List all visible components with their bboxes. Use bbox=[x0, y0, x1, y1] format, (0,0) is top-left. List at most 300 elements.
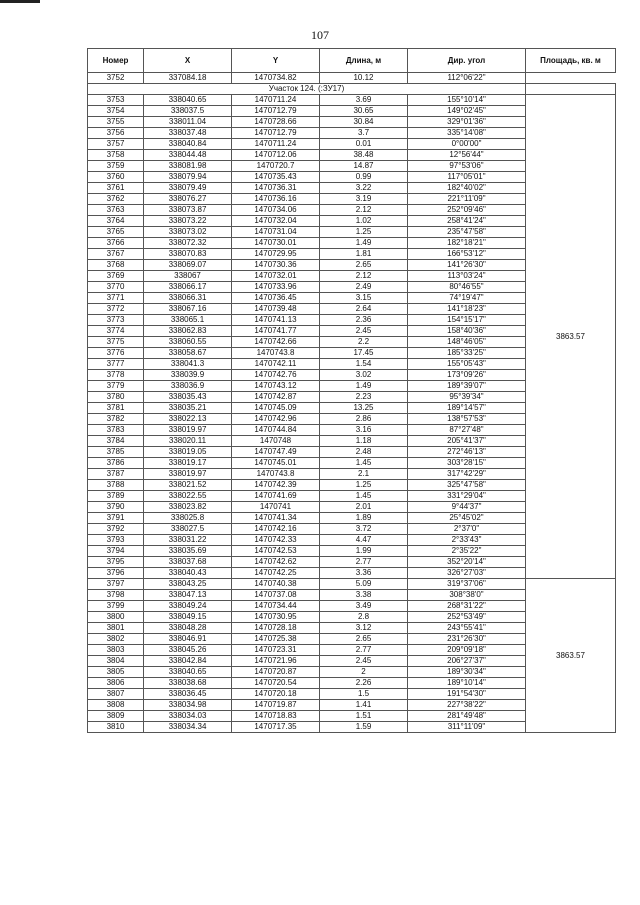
cell-length: 1.89 bbox=[320, 513, 408, 524]
cell-y: 1470731.04 bbox=[232, 227, 320, 238]
cell-length: 38.48 bbox=[320, 150, 408, 161]
cell-angle: 166°53'12" bbox=[408, 249, 526, 260]
cell-x: 338035.21 bbox=[144, 403, 232, 414]
cell-angle: 97°53'06" bbox=[408, 161, 526, 172]
cell-length: 30.84 bbox=[320, 117, 408, 128]
cell-x: 338034.03 bbox=[144, 711, 232, 722]
cell-number: 3779 bbox=[88, 381, 144, 392]
cell-number: 3799 bbox=[88, 601, 144, 612]
table-header-row bbox=[88, 49, 616, 73]
cell-x: 338034.98 bbox=[144, 700, 232, 711]
cell-length: 1.41 bbox=[320, 700, 408, 711]
cell-number: 3754 bbox=[88, 106, 144, 117]
cell-length: 2.12 bbox=[320, 271, 408, 282]
cell-length: 17.45 bbox=[320, 348, 408, 359]
cell-number: 3759 bbox=[88, 161, 144, 172]
cell-x: 338069.07 bbox=[144, 260, 232, 271]
cell-x: 338020.11 bbox=[144, 436, 232, 447]
cell-angle: 231°26'30" bbox=[408, 634, 526, 645]
table-row bbox=[88, 73, 616, 84]
cell-y: 1470711.24 bbox=[232, 139, 320, 150]
cell-length: 1.5 bbox=[320, 689, 408, 700]
cell-x: 338019.97 bbox=[144, 469, 232, 480]
cell-angle: 205°41'37" bbox=[408, 436, 526, 447]
cell-number: 3806 bbox=[88, 678, 144, 689]
cell-length: 3.7 bbox=[320, 128, 408, 139]
cell-y: 1470742.76 bbox=[232, 370, 320, 381]
cell-length: 1.45 bbox=[320, 458, 408, 469]
cell-length: 3.22 bbox=[320, 183, 408, 194]
cell-angle: 185°33'25" bbox=[408, 348, 526, 359]
cell-x: 338079.49 bbox=[144, 183, 232, 194]
cell-y: 1470728.66 bbox=[232, 117, 320, 128]
cell-x: 338070.83 bbox=[144, 249, 232, 260]
header-angle: Дир. угол bbox=[408, 49, 526, 73]
cell-y: 1470745.01 bbox=[232, 458, 320, 469]
cell-length: 2.49 bbox=[320, 282, 408, 293]
cell-x: 338037.5 bbox=[144, 106, 232, 117]
cell-angle: 206°27'37" bbox=[408, 656, 526, 667]
cell-length: 3.49 bbox=[320, 601, 408, 612]
cell-y: 1470741.34 bbox=[232, 513, 320, 524]
cell-number: 3781 bbox=[88, 403, 144, 414]
cell-length: 2.77 bbox=[320, 557, 408, 568]
cell-y: 1470725.38 bbox=[232, 634, 320, 645]
section-row bbox=[88, 84, 616, 95]
cell-y: 1470737.08 bbox=[232, 590, 320, 601]
cell-y: 1470736.16 bbox=[232, 194, 320, 205]
cell-x: 338025.8 bbox=[144, 513, 232, 524]
cell-number: 3768 bbox=[88, 260, 144, 271]
cell-y: 1470741.69 bbox=[232, 491, 320, 502]
cell-x: 338037.48 bbox=[144, 128, 232, 139]
cell-y: 1470732.04 bbox=[232, 216, 320, 227]
cell-y: 1470728.18 bbox=[232, 623, 320, 634]
cell-x: 338023.82 bbox=[144, 502, 232, 513]
cell-x: 338037.68 bbox=[144, 557, 232, 568]
cell-x: 338019.97 bbox=[144, 425, 232, 436]
cell-x: 338047.13 bbox=[144, 590, 232, 601]
cell-y: 1470741.13 bbox=[232, 315, 320, 326]
cell-angle: 326°27'03" bbox=[408, 568, 526, 579]
cell-number: 3772 bbox=[88, 304, 144, 315]
cell-angle: 2°35'22" bbox=[408, 546, 526, 557]
cell-x: 338040.84 bbox=[144, 139, 232, 150]
cell-angle: 281°49'48" bbox=[408, 711, 526, 722]
cell-x: 338043.25 bbox=[144, 579, 232, 590]
header-length: Длина, м bbox=[320, 49, 408, 73]
cell-x: 338060.55 bbox=[144, 337, 232, 348]
cell-angle: 303°28'15" bbox=[408, 458, 526, 469]
header-x: X bbox=[144, 49, 232, 73]
cell-x: 338076.27 bbox=[144, 194, 232, 205]
cell-number: 3760 bbox=[88, 172, 144, 183]
cell-y: 1470740.38 bbox=[232, 579, 320, 590]
cell-x: 338040.43 bbox=[144, 568, 232, 579]
cell-angle: 189°10'14" bbox=[408, 678, 526, 689]
cell-x: 338049.15 bbox=[144, 612, 232, 623]
cell-x: 338034.34 bbox=[144, 722, 232, 733]
cell-length: 1.81 bbox=[320, 249, 408, 260]
cell-number: 3795 bbox=[88, 557, 144, 568]
cell-x: 338067 bbox=[144, 271, 232, 282]
cell-angle: 2°37'0" bbox=[408, 524, 526, 535]
cell-number: 3778 bbox=[88, 370, 144, 381]
cell-y: 1470712.79 bbox=[232, 128, 320, 139]
cell-number: 3782 bbox=[88, 414, 144, 425]
cell-number: 3767 bbox=[88, 249, 144, 260]
cell-angle: 148°46'05" bbox=[408, 337, 526, 348]
cell-x: 338040.65 bbox=[144, 95, 232, 106]
cell-angle: 243°55'41" bbox=[408, 623, 526, 634]
cell-number: 3807 bbox=[88, 689, 144, 700]
cell-y: 1470743.12 bbox=[232, 381, 320, 392]
cell-length: 2.26 bbox=[320, 678, 408, 689]
cell-y: 1470748 bbox=[232, 436, 320, 447]
area-value: 3863.57 bbox=[526, 95, 616, 579]
cell-x: 338073.87 bbox=[144, 205, 232, 216]
cell-y: 1470744.84 bbox=[232, 425, 320, 436]
cell-angle: 317°42'29" bbox=[408, 469, 526, 480]
cell-x: 338073.22 bbox=[144, 216, 232, 227]
cell-angle: 325°47'58" bbox=[408, 480, 526, 491]
cell-number: 3804 bbox=[88, 656, 144, 667]
cell-x: 338011.04 bbox=[144, 117, 232, 128]
cell-x: 338039.9 bbox=[144, 370, 232, 381]
cell-angle: 189°30'34" bbox=[408, 667, 526, 678]
cell-angle: 268°31'22" bbox=[408, 601, 526, 612]
cell-x: 338035.69 bbox=[144, 546, 232, 557]
cell-x: 338067.16 bbox=[144, 304, 232, 315]
cell-number: 3802 bbox=[88, 634, 144, 645]
cell-angle: 221°11'09" bbox=[408, 194, 526, 205]
cell-y: 1470720.7 bbox=[232, 161, 320, 172]
cell-length: 2.86 bbox=[320, 414, 408, 425]
cell-y: 1470747.49 bbox=[232, 447, 320, 458]
cell-number: 3777 bbox=[88, 359, 144, 370]
cell-angle: 12°56'44" bbox=[408, 150, 526, 161]
cell-y: 1470742.39 bbox=[232, 480, 320, 491]
cell-y: 1470723.31 bbox=[232, 645, 320, 656]
cell-angle: 189°14'57" bbox=[408, 403, 526, 414]
cell-number: 3792 bbox=[88, 524, 144, 535]
cell-angle: 209°09'18" bbox=[408, 645, 526, 656]
cell-angle: 182°18'21" bbox=[408, 238, 526, 249]
cell-length: 2.2 bbox=[320, 337, 408, 348]
cell-length: 13.25 bbox=[320, 403, 408, 414]
cell-number: 3791 bbox=[88, 513, 144, 524]
cell-length: 2.36 bbox=[320, 315, 408, 326]
cell-x: 338042.84 bbox=[144, 656, 232, 667]
cell-number: 3788 bbox=[88, 480, 144, 491]
header-area: Площадь, кв. м bbox=[526, 49, 616, 73]
cell-number: 3810 bbox=[88, 722, 144, 733]
cell-number: 3798 bbox=[88, 590, 144, 601]
cell-length: 30.65 bbox=[320, 106, 408, 117]
cell-length: 2.65 bbox=[320, 634, 408, 645]
cell-y: 1470739.48 bbox=[232, 304, 320, 315]
cell-number: 3800 bbox=[88, 612, 144, 623]
cell-y: 1470720.87 bbox=[232, 667, 320, 678]
cell-length: 1.99 bbox=[320, 546, 408, 557]
cell-angle: 352°20'14" bbox=[408, 557, 526, 568]
cell-number: 3758 bbox=[88, 150, 144, 161]
cell-y: 1470742.96 bbox=[232, 414, 320, 425]
cell-number: 3763 bbox=[88, 205, 144, 216]
cell-y: 1470742.33 bbox=[232, 535, 320, 546]
cell-x: 338027.5 bbox=[144, 524, 232, 535]
header-number: Номер bbox=[88, 49, 144, 73]
cell-length: 1.18 bbox=[320, 436, 408, 447]
cell-x: 338048.28 bbox=[144, 623, 232, 634]
cell-angle: 74°19'47" bbox=[408, 293, 526, 304]
cell-number: 3769 bbox=[88, 271, 144, 282]
cell-angle: 112°06'22" bbox=[408, 73, 526, 84]
table-row bbox=[88, 95, 616, 106]
cell-length: 2.48 bbox=[320, 447, 408, 458]
cell-length: 0.01 bbox=[320, 139, 408, 150]
cell-y: 1470735.43 bbox=[232, 172, 320, 183]
cell-angle: 25°45'02" bbox=[408, 513, 526, 524]
cell-length: 2.8 bbox=[320, 612, 408, 623]
cell-angle: 191°54'30" bbox=[408, 689, 526, 700]
cell-y: 1470712.06 bbox=[232, 150, 320, 161]
cell-length: 1.54 bbox=[320, 359, 408, 370]
cell-y: 1470712.79 bbox=[232, 106, 320, 117]
cell-length: 3.16 bbox=[320, 425, 408, 436]
cell-y: 1470729.95 bbox=[232, 249, 320, 260]
cell-number: 3766 bbox=[88, 238, 144, 249]
cell-length: 1.25 bbox=[320, 480, 408, 491]
cell-y: 1470741.77 bbox=[232, 326, 320, 337]
cell-number: 3775 bbox=[88, 337, 144, 348]
cell-x: 338038.68 bbox=[144, 678, 232, 689]
cell-x: 338021.52 bbox=[144, 480, 232, 491]
cell-angle: 155°10'14" bbox=[408, 95, 526, 106]
cell-number: 3784 bbox=[88, 436, 144, 447]
cell-length: 3.69 bbox=[320, 95, 408, 106]
cell-y: 1470718.83 bbox=[232, 711, 320, 722]
cell-y: 1470743.8 bbox=[232, 348, 320, 359]
cell-angle: 141°18'23" bbox=[408, 304, 526, 315]
area-value: 3863.57 bbox=[526, 579, 616, 733]
cell-y: 1470742.53 bbox=[232, 546, 320, 557]
cell-x: 338019.05 bbox=[144, 447, 232, 458]
cell-length: 1.02 bbox=[320, 216, 408, 227]
cell-length: 3.72 bbox=[320, 524, 408, 535]
cell-x: 338081.98 bbox=[144, 161, 232, 172]
cell-length: 4.47 bbox=[320, 535, 408, 546]
cell-y: 1470742.87 bbox=[232, 392, 320, 403]
cell-length: 1.59 bbox=[320, 722, 408, 733]
cell-number: 3789 bbox=[88, 491, 144, 502]
cell-length: 10.12 bbox=[320, 73, 408, 84]
cell-number: 3787 bbox=[88, 469, 144, 480]
cell-angle: 80°46'55" bbox=[408, 282, 526, 293]
cell-y: 1470742.66 bbox=[232, 337, 320, 348]
cell-length: 3.02 bbox=[320, 370, 408, 381]
cell-number: 3776 bbox=[88, 348, 144, 359]
cell-y: 1470742.11 bbox=[232, 359, 320, 370]
cell-length: 2.1 bbox=[320, 469, 408, 480]
cell-angle: 173°09'26" bbox=[408, 370, 526, 381]
cell-angle: 308°38'0" bbox=[408, 590, 526, 601]
cell-y: 1470745.09 bbox=[232, 403, 320, 414]
cell-length: 0.99 bbox=[320, 172, 408, 183]
cell-length: 5.09 bbox=[320, 579, 408, 590]
cell-number: 3770 bbox=[88, 282, 144, 293]
cell-length: 3.36 bbox=[320, 568, 408, 579]
cell-length: 2.64 bbox=[320, 304, 408, 315]
cell-y: 1470743.8 bbox=[232, 469, 320, 480]
cell-angle: 319°37'06" bbox=[408, 579, 526, 590]
cell-y: 1470719.87 bbox=[232, 700, 320, 711]
cell-angle: 252°09'46" bbox=[408, 205, 526, 216]
cell-length: 2.65 bbox=[320, 260, 408, 271]
cell-angle: 2°33'43" bbox=[408, 535, 526, 546]
cell-angle: 141°26'30" bbox=[408, 260, 526, 271]
cell-x: 338072.32 bbox=[144, 238, 232, 249]
cell-x: 338040.65 bbox=[144, 667, 232, 678]
cell-length: 2.12 bbox=[320, 205, 408, 216]
header-y: Y bbox=[232, 49, 320, 73]
cell-angle: 258°41'24" bbox=[408, 216, 526, 227]
cell-y: 1470742.25 bbox=[232, 568, 320, 579]
cell-angle: 331°29'04" bbox=[408, 491, 526, 502]
cell-y: 1470734.82 bbox=[232, 73, 320, 84]
cell-angle: 154°15'17" bbox=[408, 315, 526, 326]
cell-y: 1470742.16 bbox=[232, 524, 320, 535]
cell-angle: 95°39'34" bbox=[408, 392, 526, 403]
cell-angle: 235°47'58" bbox=[408, 227, 526, 238]
cell-number: 3771 bbox=[88, 293, 144, 304]
cell-x: 338079.94 bbox=[144, 172, 232, 183]
cell-y: 1470711.24 bbox=[232, 95, 320, 106]
cell-x: 338066.17 bbox=[144, 282, 232, 293]
cell-x: 338035.43 bbox=[144, 392, 232, 403]
cell-length: 1.45 bbox=[320, 491, 408, 502]
cell-x: 338041.3 bbox=[144, 359, 232, 370]
cell-angle: 138°57'53" bbox=[408, 414, 526, 425]
cell-number: 3761 bbox=[88, 183, 144, 194]
cell-angle: 117°05'01" bbox=[408, 172, 526, 183]
cell-number: 3756 bbox=[88, 128, 144, 139]
corner-mark bbox=[0, 0, 40, 3]
cell-y: 1470734.44 bbox=[232, 601, 320, 612]
cell-length: 1.49 bbox=[320, 381, 408, 392]
cell-number: 3753 bbox=[88, 95, 144, 106]
cell-x: 338036.45 bbox=[144, 689, 232, 700]
cell-x: 338045.26 bbox=[144, 645, 232, 656]
cell-length: 2.01 bbox=[320, 502, 408, 513]
cell-number: 3755 bbox=[88, 117, 144, 128]
cell-x: 337084.18 bbox=[144, 73, 232, 84]
cell-angle: 113°03'24" bbox=[408, 271, 526, 282]
cell-y: 1470733.96 bbox=[232, 282, 320, 293]
cell-length: 1.49 bbox=[320, 238, 408, 249]
cell-number: 3805 bbox=[88, 667, 144, 678]
cell-y: 1470730.95 bbox=[232, 612, 320, 623]
cell-x: 338073.02 bbox=[144, 227, 232, 238]
cell-number: 3752 bbox=[88, 73, 144, 84]
cell-length: 2.45 bbox=[320, 656, 408, 667]
coordinates-table bbox=[87, 48, 616, 733]
cell-length: 2.23 bbox=[320, 392, 408, 403]
cell-x: 338066.31 bbox=[144, 293, 232, 304]
cell-y: 1470736.31 bbox=[232, 183, 320, 194]
cell-angle: 311°11'09" bbox=[408, 722, 526, 733]
cell-y: 1470721.96 bbox=[232, 656, 320, 667]
cell-x: 338062.83 bbox=[144, 326, 232, 337]
cell-length: 2.77 bbox=[320, 645, 408, 656]
cell-number: 3765 bbox=[88, 227, 144, 238]
cell-angle: 227°38'22" bbox=[408, 700, 526, 711]
cell-number: 3809 bbox=[88, 711, 144, 722]
cell-x: 338046.91 bbox=[144, 634, 232, 645]
cell-angle: 329°01'36" bbox=[408, 117, 526, 128]
cell-length: 2 bbox=[320, 667, 408, 678]
cell-number: 3790 bbox=[88, 502, 144, 513]
cell-x: 338031.22 bbox=[144, 535, 232, 546]
page-number: 107 bbox=[311, 28, 329, 42]
cell-length: 3.38 bbox=[320, 590, 408, 601]
cell-angle: 158°40'36" bbox=[408, 326, 526, 337]
cell-angle: 182°40'02" bbox=[408, 183, 526, 194]
cell-number: 3808 bbox=[88, 700, 144, 711]
cell-number: 3764 bbox=[88, 216, 144, 227]
cell-number: 3785 bbox=[88, 447, 144, 458]
cell-x: 338022.13 bbox=[144, 414, 232, 425]
cell-y: 1470720.54 bbox=[232, 678, 320, 689]
cell-number: 3794 bbox=[88, 546, 144, 557]
cell-y: 1470720.18 bbox=[232, 689, 320, 700]
cell-number: 3773 bbox=[88, 315, 144, 326]
cell-length: 1.25 bbox=[320, 227, 408, 238]
cell-number: 3757 bbox=[88, 139, 144, 150]
cell-x: 338049.24 bbox=[144, 601, 232, 612]
cell-number: 3793 bbox=[88, 535, 144, 546]
cell-x: 338065.1 bbox=[144, 315, 232, 326]
section-title: Участок 124. (:ЗУ17) bbox=[88, 84, 526, 95]
cell-number: 3796 bbox=[88, 568, 144, 579]
cell-number: 3780 bbox=[88, 392, 144, 403]
cell-area-empty bbox=[526, 84, 616, 95]
cell-number: 3801 bbox=[88, 623, 144, 634]
cell-length: 3.15 bbox=[320, 293, 408, 304]
cell-number: 3786 bbox=[88, 458, 144, 469]
cell-angle: 272°46'13" bbox=[408, 447, 526, 458]
cell-x: 338036.9 bbox=[144, 381, 232, 392]
cell-angle: 0°00'00" bbox=[408, 139, 526, 150]
cell-length: 3.12 bbox=[320, 623, 408, 634]
cell-y: 1470730.36 bbox=[232, 260, 320, 271]
cell-angle: 9°44'37" bbox=[408, 502, 526, 513]
cell-x: 338044.48 bbox=[144, 150, 232, 161]
cell-number: 3797 bbox=[88, 579, 144, 590]
cell-x: 338022.55 bbox=[144, 491, 232, 502]
cell-angle: 335°14'08" bbox=[408, 128, 526, 139]
cell-angle: 252°53'49" bbox=[408, 612, 526, 623]
cell-angle: 149°02'45" bbox=[408, 106, 526, 117]
cell-length: 1.51 bbox=[320, 711, 408, 722]
cell-angle: 155°05'43" bbox=[408, 359, 526, 370]
cell-number: 3774 bbox=[88, 326, 144, 337]
cell-x: 338058.67 bbox=[144, 348, 232, 359]
cell-y: 1470730.01 bbox=[232, 238, 320, 249]
cell-angle: 87°27'48" bbox=[408, 425, 526, 436]
cell-y: 1470742.62 bbox=[232, 557, 320, 568]
cell-length: 2.45 bbox=[320, 326, 408, 337]
